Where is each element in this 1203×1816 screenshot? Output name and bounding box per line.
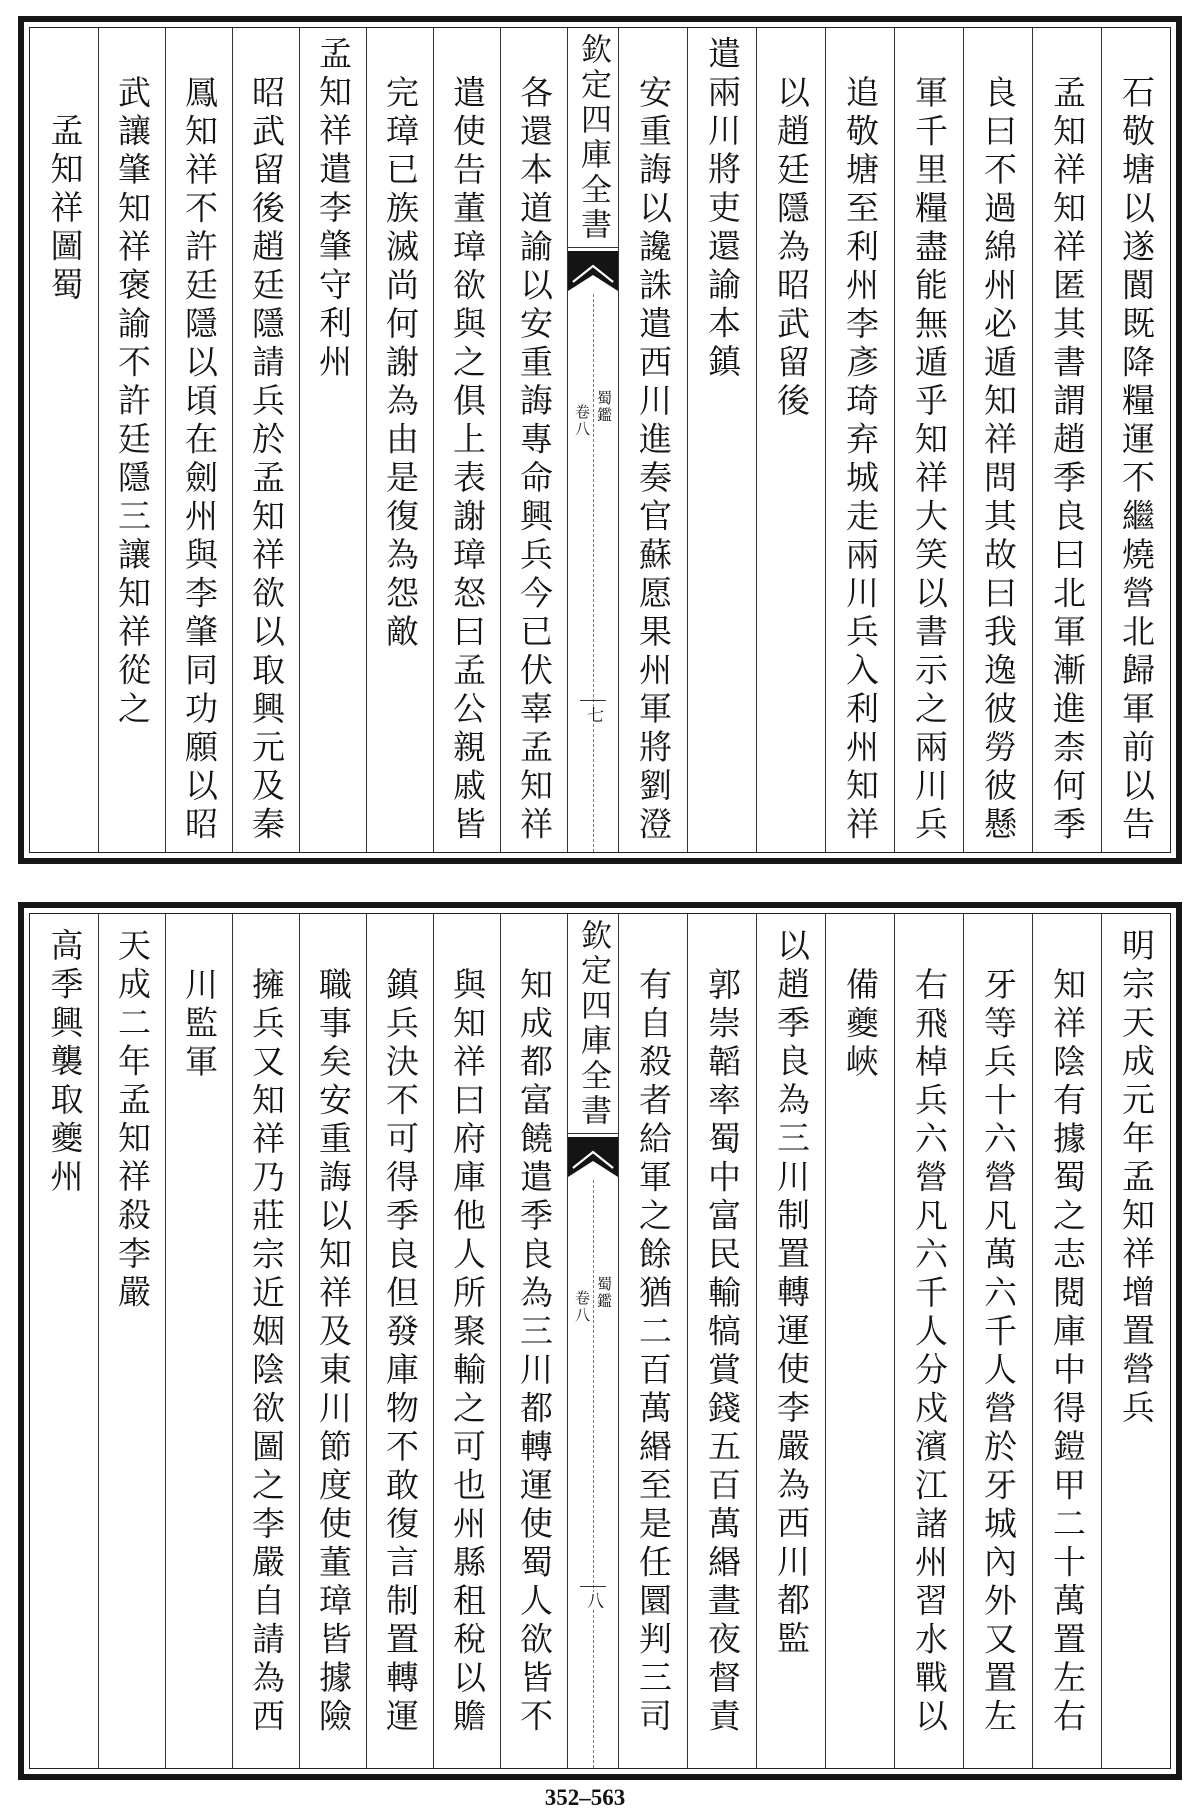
column-text: 以趙廷隱為昭武留後	[772, 74, 811, 421]
column-heading: 孟知祥遣李肇守利州	[314, 36, 353, 383]
title-rule	[568, 247, 618, 248]
column-text: 有自殺者給軍之餘猶二百萬緡至是任圜判三司	[634, 966, 673, 1737]
column-text: 知成都富饒遣季良為三川都轉運使蜀人欲皆不	[515, 966, 554, 1737]
juan-label: 卷八	[573, 404, 591, 438]
column-text: 鎮兵決不可得季良但發庫物不敢復言制置轉運	[381, 966, 420, 1737]
text-column	[366, 914, 433, 1768]
lower-folio	[18, 902, 1182, 1780]
text-column	[618, 914, 687, 1768]
center-column	[567, 28, 618, 852]
fishtail-mark	[568, 1137, 618, 1177]
text-column	[1101, 914, 1170, 1768]
fishtail-mark	[568, 251, 618, 291]
column-heading: 遣兩川將吏還諭本鎮	[703, 36, 742, 383]
column-heading: 明宗天成元年孟知祥增置營兵	[1117, 928, 1156, 1429]
column-text: 備夔峽	[841, 966, 880, 1082]
column-grid	[30, 28, 1170, 852]
text-column	[1032, 28, 1101, 852]
text-column	[433, 914, 500, 1768]
folio-rule	[580, 1586, 606, 1587]
series-title: 欽定四庫全書	[575, 33, 611, 243]
column-text: 孟知祥知祥匿其書謂趙季良曰北軍漸進柰何季	[1048, 74, 1087, 845]
text-column	[165, 914, 232, 1768]
center-guide-line	[593, 294, 594, 852]
center-guide-line	[593, 1180, 594, 1768]
text-column	[500, 914, 567, 1768]
text-column	[98, 28, 165, 852]
column-text: 追敬塘至利州李彥琦弃城走兩川兵入利州知祥	[841, 74, 880, 845]
section-title: 孟知祥圖蜀	[45, 113, 85, 306]
column-heading: 高季興襲取夔州	[45, 928, 85, 1198]
text-column	[98, 914, 165, 1768]
book-title: 蜀鑑	[595, 390, 613, 424]
column-text: 職事矣安重誨以知祥及東川節度使董璋皆據險	[314, 966, 353, 1737]
text-column	[825, 914, 894, 1768]
column-text: 石敬塘以遂閬既降糧運不繼燒營北歸軍前以告	[1117, 74, 1156, 845]
page-code: 352–563	[544, 1785, 626, 1810]
text-column	[756, 28, 825, 852]
column-text: 知祥陰有據蜀之志閱庫中得鎧甲二十萬置左右	[1048, 966, 1087, 1737]
text-column	[232, 28, 299, 852]
text-column	[1101, 28, 1170, 852]
column-text: 鳳知祥不許廷隱以頃在劍州與李肇同功願以昭	[180, 74, 219, 845]
folio-rule	[580, 700, 606, 701]
inner-frame	[29, 913, 1171, 1769]
title-rule	[568, 1133, 618, 1134]
inner-frame	[29, 27, 1171, 853]
column-text: 昭武留後趙廷隱請兵於孟知祥欲以取興元及秦	[247, 74, 286, 845]
text-column	[1032, 914, 1101, 1768]
text-column	[165, 28, 232, 852]
text-column	[31, 28, 98, 852]
upper-folio	[18, 16, 1182, 864]
text-column	[687, 914, 756, 1768]
text-column	[31, 914, 98, 1768]
column-heading: 以趙季良為三川制置轉運使李嚴為西川都監	[772, 928, 811, 1660]
text-column	[618, 28, 687, 852]
text-column	[299, 914, 366, 1768]
text-column	[433, 28, 500, 852]
column-text: 安重誨以讒誅遣西川進奏官蘇愿果州軍將劉澄	[634, 74, 673, 845]
series-title: 欽定四庫全書	[575, 919, 611, 1129]
column-text: 軍千里糧盡能無遁乎知祥大笑以書示之兩川兵	[910, 74, 949, 845]
folio-number: 八	[583, 1592, 603, 1609]
column-text: 武讓肇知祥褒諭不許廷隱三讓知祥從之	[113, 74, 152, 729]
column-text: 右飛棹兵六營凡六千人分戍濱江諸州習水戰以	[910, 966, 949, 1737]
column-text: 川監軍	[180, 966, 219, 1082]
text-column	[232, 914, 299, 1768]
column-text: 擁兵又知祥乃莊宗近姻陰欲圖之李嚴自請為西	[247, 966, 286, 1737]
book-title: 蜀鑑	[595, 1276, 613, 1310]
text-column	[687, 28, 756, 852]
text-column	[963, 914, 1032, 1768]
column-text: 各還本道諭以安重誨專命興兵今已伏辜孟知祥	[515, 74, 554, 845]
text-column	[894, 914, 963, 1768]
text-column	[756, 914, 825, 1768]
text-column	[299, 28, 366, 852]
text-column	[366, 28, 433, 852]
column-text: 與知祥曰府庫他人所聚輸之可也州縣租稅以贍	[448, 966, 487, 1737]
folio-number: 七	[583, 706, 603, 723]
center-column	[567, 914, 618, 1768]
column-text: 良曰不過綿州必遁知祥問其故曰我逸彼勞彼懸	[979, 74, 1018, 845]
column-text: 遣使告董璋欲與之俱上表謝璋怒曰孟公親戚皆	[448, 74, 487, 845]
text-column	[894, 28, 963, 852]
column-heading: 天成二年孟知祥殺李嚴	[113, 928, 152, 1313]
column-text: 完璋已族滅尚何謝為由是復為怨敵	[381, 74, 420, 652]
column-grid	[30, 914, 1170, 1768]
text-column	[500, 28, 567, 852]
text-column	[963, 28, 1032, 852]
juan-label: 卷八	[573, 1290, 591, 1324]
text-column	[825, 28, 894, 852]
column-text: 牙等兵十六營凡萬六千人營於牙城內外又置左	[979, 966, 1018, 1737]
column-text: 郭崇韜率蜀中富民輸犒賞錢五百萬緡晝夜督責	[703, 966, 742, 1737]
